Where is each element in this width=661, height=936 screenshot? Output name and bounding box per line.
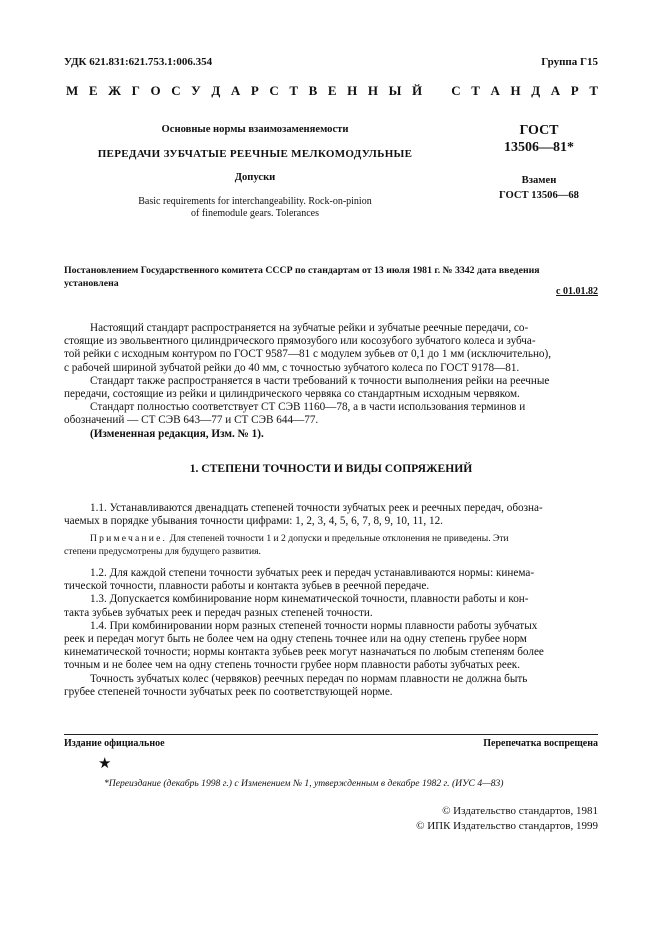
document-subtitle: Основные нормы взаимозаменяемости	[161, 124, 349, 135]
section-1-heading: 1. СТЕПЕНИ ТОЧНОСТИ И ВИДЫ СОПРЯЖЕНИЙ	[189, 462, 473, 475]
banner-letter: Н	[367, 83, 379, 98]
banner-letter: Е	[327, 83, 337, 98]
udk-code: УДК 621.831:621.753.1:006.354	[64, 56, 213, 68]
effective-date: с 01.01.82	[556, 286, 598, 297]
banner-letter: А	[230, 83, 241, 98]
banner-letter: С	[269, 83, 279, 98]
banner-letter: Е	[88, 83, 98, 98]
intro-text	[64, 322, 598, 441]
clause-1-4-line-1: 1.4. При комбинировании норм разных степеней точности нормы плавности работы зубчатых	[90, 619, 538, 632]
english-title	[90, 196, 420, 220]
replaces-label: Взамен	[521, 175, 557, 186]
footer-divider	[64, 734, 598, 735]
clause-1-4-line-4: точным и не более чем на одну степень точности грубее норм плавности работы зубчатых реек.	[64, 659, 521, 672]
intro-p2-line-2: передачи, состоящие из рейки и цилиндрического червяка со стандартным исходным червяком.	[64, 388, 520, 401]
gost-number: 13506—81*	[504, 140, 574, 155]
banner-letter: Й	[411, 83, 423, 98]
banner-letter: М	[66, 83, 79, 98]
note-text-1: Для степеней точности 1 и 2 допуски и предельные отклонения не приведены. Эти	[167, 533, 509, 544]
clause-1-4-line-2: реек и передач могут быть не более чем на одну степень точнее или на одну степень грубее норм	[64, 633, 527, 646]
clause-1-5-line-2: грубее степеней точности зубчатых реек по соответствующей норме.	[64, 685, 393, 698]
clause-1-5-line-1: Точность зубчатых колес (червяков) реечных передач по нормам плавности не должна быть	[90, 672, 528, 685]
decree-text	[64, 264, 599, 290]
banner-letter: Ж	[108, 83, 121, 98]
intro-p3-line-2: обозначений — СТ СЭВ 643—77 и СТ СЭВ 644—77.	[64, 414, 319, 427]
note-block	[64, 532, 598, 558]
gost-designation	[484, 122, 594, 156]
intro-p2-line-1: Стандарт также распространяется в части требований к точности выполнения рейки на реечные	[90, 374, 550, 387]
banner-letter: Р	[570, 83, 579, 98]
banner-gap	[433, 83, 441, 99]
banner-letter: У	[191, 83, 201, 98]
replaces-value: ГОСТ 13506—68	[499, 190, 579, 201]
banner-letter: С	[451, 83, 461, 98]
banner-letter: Р	[250, 83, 259, 98]
note-label: Примечание.	[90, 533, 168, 544]
clause-1-2-line-2: тической точности, плавности работы и контакта зубьев в реечной передаче.	[64, 580, 430, 593]
intro-p3-line-1: Стандарт полностью соответствует СТ СЭВ 1160—78, а в части использования терминов и	[90, 401, 526, 414]
english-title-line-1: Basic requirements for interchangeability. Rock-on-pinion	[138, 196, 372, 207]
clause-1-4-line-3: кинематической точности; нормы контакта зубьев реек могут назначаться по любым степеням более	[64, 646, 544, 659]
clause-1-3-line-1: 1.3. Допускается комбинирование норм кинематической точности, плавности работы и кон-	[90, 593, 529, 606]
banner-letter: А	[550, 83, 561, 98]
gost-label: ГОСТ	[519, 123, 559, 138]
banner-letter: О	[150, 83, 161, 98]
document-title: ПЕРЕДАЧИ ЗУБЧАТЫЕ РЕЕЧНЫЕ МЕЛКОМОДУЛЬНЫЕ	[97, 148, 413, 160]
section-1-text	[64, 502, 598, 528]
banner-letter: Т	[589, 83, 598, 98]
note-line-1	[64, 532, 598, 545]
clause-1-2-line-1: 1.2. Для каждой степени точности зубчатых реек и передач устанавливаются нормы: кинема-	[90, 567, 535, 579]
banner-letter: Н	[347, 83, 358, 98]
reprint-prohibited: Перепечатка воспрещена	[483, 738, 598, 749]
group-code: Группа Г15	[541, 56, 598, 68]
document-section: Допуски	[234, 172, 276, 183]
intro-p1-line-1: Настоящий стандарт распространяется на зубчатые рейки и зубчатые реечные передачи, со-	[90, 322, 529, 334]
copyright-block	[416, 804, 598, 834]
banner-letter: С	[171, 83, 181, 98]
intro-p1-line-4: с рабочей шириной зубчатой рейки до 40 мм, с точностью зубчатого колеса по ГОСТ 9178—81.	[64, 361, 520, 374]
intro-p1-line-2: стоящие из эвольвентного цилиндрического прямозубого или косозубого зубчатого колеса и зубча-	[64, 335, 536, 348]
copyright-line-2: © ИПК Издательство стандартов, 1999	[416, 820, 598, 832]
decree-line-2: установлена	[64, 278, 119, 289]
replaces-block	[484, 173, 594, 203]
reissue-note: *Переиздание (декабрь 1998 г.) с Изменением № 1, утвержденным в декабре 1982 г. (ИУС 4—83)	[104, 778, 504, 789]
note-line-2: степени предусмотрены для будущего развития.	[64, 546, 261, 557]
clause-1-1-line-1: 1.1. Устанавливаются двенадцать степеней точности зубчатых реек и реечных передач, обозна-	[90, 502, 543, 514]
banner-letter: В	[308, 83, 318, 98]
star-icon: ★	[98, 756, 112, 772]
banner-letter: Д	[211, 83, 221, 98]
banner-letter: Т	[289, 83, 299, 98]
banner-letter: Г	[131, 83, 140, 98]
copyright-line-1: © Издательство стандартов, 1981	[442, 805, 598, 817]
intro-p1-line-3: той рейки с исходным контуром по ГОСТ 9587—81 с модулем зубьев от 0,1 до 1 мм (исключительно),	[64, 348, 552, 361]
official-edition: Издание официальное	[64, 738, 165, 749]
english-title-line-2: of finemodule gears. Tolerances	[191, 208, 319, 219]
section-1-text-continued	[64, 567, 598, 699]
amended-note: (Измененная редакция, Изм. № 1).	[90, 427, 264, 440]
banner-letter: Д	[531, 83, 541, 98]
banner-letter: А	[490, 83, 500, 98]
banner-letter: Ы	[388, 83, 402, 98]
banner-letter: Т	[471, 83, 480, 98]
clause-1-3-line-2: такта зубьев зубчатых реек и передач разных степеней точности.	[64, 606, 373, 619]
banner-letter: Н	[510, 83, 521, 98]
decree-line-1: Постановлением Государственного комитета СССР по стандартам от 13 июля 1981 г. № 3342 дата введения	[64, 265, 540, 276]
standard-type-banner	[66, 83, 598, 99]
clause-1-1-line-2: чаемых в порядке убывания точности цифрами: 1, 2, 3, 4, 5, 6, 7, 8, 9, 10, 11, 12.	[64, 515, 443, 528]
